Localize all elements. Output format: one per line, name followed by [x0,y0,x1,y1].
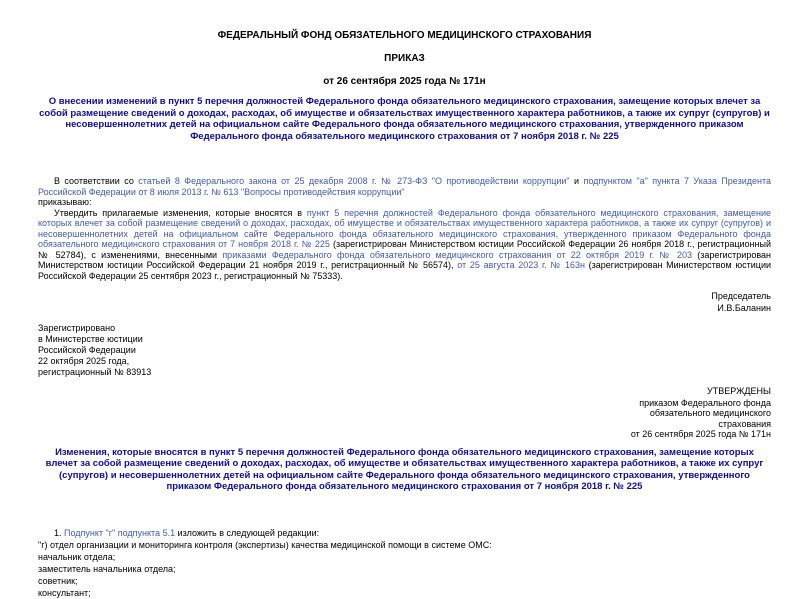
position-item: советник; [38,575,78,586]
document-type: ПРИКАЗ [384,53,425,64]
order-text-1: Утвердить прилагаемые изменения, которые вносятся в [54,207,307,218]
registration-line: Российской Федерации [38,345,136,355]
order-text-4: (зарегистрирован Министерством юстиции Российской Федерации 25 сентября 2023 г., регистрационный № 75333). [38,260,771,281]
amendment-item-number: 1. [54,527,65,538]
order-text-2: (зарегистрирован Министерством юстиции Российской Федерации 26 ноября 2018 г., регистрационный № 52784), с изменениями, внесенными [38,239,771,260]
preamble-text-1: В соответствии со [54,176,139,186]
position-item: заместитель начальника отдела; [38,563,176,574]
approved-caption: УТВЕРЖДЕНЫ [707,386,771,396]
order-paragraph [38,208,771,282]
registration-line: в Министерстве юстиции [38,334,143,344]
approved-block [38,386,771,440]
decree-613-link[interactable]: подпунктом "а" пункта 7 Указа Президента Российской Федерации от 8 июля 2013 г. № 613 "Вопросы противодействия коррупции" [38,176,771,197]
approved-line: страхования [718,418,771,429]
signature-block [38,291,771,314]
subitem-g-text: "г) отдел организации и мониторинга контроля (экспертизы) качества медицинской помощи в системе ОМС: [38,539,492,550]
organization-title: ФЕДЕРАЛЬНЫЙ ФОНД ОБЯЗАТЕЛЬНОГО МЕДИЦИНСКОГО СТРАХОВАНИЯ [217,30,592,41]
positions-list-link[interactable]: пункт 5 перечня должностей Федерального фонда обязательного медицинского страхования, замещение которых влечет за собой размещение сведений о доходах, расходах, об имуществе и обязательствах имущественного характера работников, а также их супруг (супругов) и несовершеннолетних детей на официальном сайте Федерального фонда обязательного медицинского страхования, утвержденного приказом Федерального фонда обязательного медицинского страхования от 7 ноября 2018 г. № 225 [38,207,771,249]
position-item: начальник отдела; [38,551,116,562]
amendment-item-1 [38,527,771,539]
preamble-text-2: и [569,176,584,186]
prikaz-163n-link[interactable]: от 25 августа 2023 г. № 163н [457,260,585,270]
registration-line: 22 октября 2025 года, [38,356,130,366]
amendment-item-rest: изложить в следующей редакции: [175,527,320,538]
signature-name: И.В.Баланин [717,302,771,313]
amendment-section [38,527,771,599]
registration-line: Зарегистрировано [38,323,116,333]
approved-line: обязательного медицинского [649,408,771,418]
subject-heading: О внесении изменений в пункт 5 перечня должностей Федерального фонда обязательного медицинского страхования, замещение которых влечет за собой размещение сведений о доходах, расходах, об имуществе и обязательствах имущественного характера работников, а также их супруг (супругов) и несовершеннолетних детей на официальном сайте Федерального фонда обязательного медицинского страхования, утвержденного приказом Федерального фонда обязательного медицинского страхования от 7 ноября 2018 г. № 225 [39,96,770,142]
subpoint-g-link[interactable]: Подпункт "г" подпункта 5.1 [64,527,176,538]
approved-line: приказом Федерального фонда [639,397,771,408]
position-item: консультант; [38,587,91,598]
order-word: приказываю: [38,197,92,207]
changes-heading: Изменения, которые вносятся в пункт 5 перечня должностей Федерального фонда обязательного медицинского страхования, замещение которых влечет за собой размещение сведений о доходах, расходах, об имуществе и обязательствах имущественного характера работников, а также их супруг (супругов) и несовершеннолетних детей на официальном сайте Федерального фонда обязательного медицинского страхования, утвержденного приказом Федерального фонда обязательного медицинского страхования от 7 ноября 2018 г. № 225 [45,446,764,492]
law-273fz-link[interactable]: статьей 8 Федерального закона от 25 декабря 2008 г. № 273-ФЗ "О противодействии коррупции" [138,176,570,186]
signature-position: Председатель [711,291,771,301]
approved-line: от 26 сентября 2025 года № 171н [630,429,771,439]
document-date-number: от 26 сентября 2025 года № 171н [323,76,486,87]
prikaz-203-link[interactable]: приказами Федерального фонда обязательного медицинского страхования от 22 октября 2019 г. № 203 [222,249,692,260]
order-text-3: (зарегистрирован Министерством юстиции Российской Федерации 21 ноября 2019 г., регистрационный № 56574), [38,249,771,270]
registration-block [38,323,771,378]
preamble-paragraph [38,176,771,197]
registration-line: регистрационный № 83913 [38,367,152,377]
